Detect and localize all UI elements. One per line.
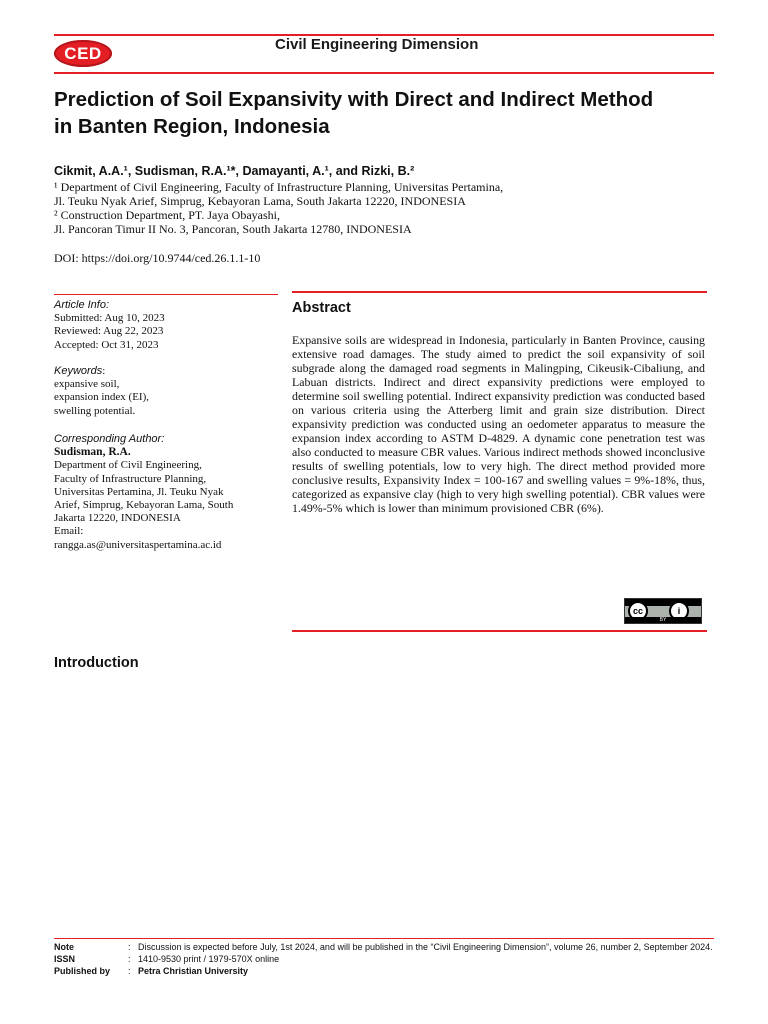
issn-value: 1410-9530 print / 1979-570X online [138, 954, 280, 964]
affiliation-line: ² Construction Department, PT. Jaya Obayashi, [54, 208, 280, 222]
corresponding-address-line: Jakarta 12220, INDONESIA [54, 512, 181, 525]
left-column-rule [54, 294, 278, 295]
attribution-person-icon: i [669, 601, 689, 621]
by-label: BY [625, 617, 701, 623]
issn-colon: : [128, 954, 131, 964]
abstract-heading: Abstract [292, 300, 351, 316]
footer-notes [54, 941, 716, 977]
doi-link[interactable]: DOI: https://doi.org/10.9744/ced.26.1.1-10 [54, 251, 261, 265]
published-value: Petra Christian University [138, 966, 249, 976]
keyword-item: expansive soil, [54, 378, 120, 391]
keyword-item: swelling potential. [54, 404, 136, 417]
affiliation-line: Jl. Pancoran Timur II No. 3, Pancoran, South Jakarta 12780, INDONESIA [54, 222, 412, 236]
paper-title-line-2: in Banten Region, Indonesia [54, 115, 330, 138]
abstract-text: Expansive soils are widespread in Indonesia, particularly in Banten Province, causing extensive road damages. The study aimed to predict the soil expansivity of soil subgrade along the damaged road segments in Malingping, Cikeusik-Cibaliung, and Labuan districts. Indirect and direct expansivity predictions were employed to determine soil swelling potential. Indirect expansivity prediction was conducted based on various criteria using the Atterberg limit and grain size distribution. Direct expansivity prediction was conducted using an oedometer apparatus to measure the expansion index according to ASTM D-4829. A dynamic cone penetration test was also conducted to measure CBR values. Various indirect methods showed inconclusive results of swelling potentials, low to very high. The direct method provided more conclusive results, Expansivity Index = 100-167 and swelling values = 9%-18%, thus, categorized as expansive clay (high to very high swelling potential). CBR values were 1.49%-5% which is lower than minimum provisioned CBR (6%). [292, 333, 705, 515]
email-label: Email: [54, 525, 84, 538]
keywords-block [54, 365, 276, 418]
affiliation-line: ¹ Department of Civil Engineering, Faculty of Infrastructure Planning, Universitas Pertamina, [54, 180, 504, 194]
accepted-date: Accepted: Oct 31, 2023 [54, 338, 159, 351]
published-colon: : [128, 966, 131, 976]
published-label: Published by [54, 966, 111, 976]
paper-title [54, 86, 724, 140]
journal-name: Civil Engineering Dimension [275, 36, 479, 53]
creative-commons-icon: cc [628, 601, 648, 621]
section-heading-introduction: Introduction [54, 655, 139, 671]
journal-logo: CED [54, 40, 112, 67]
author-list: Cikmit, A.A.¹, Sudisman, R.A.¹*, Damayanti, A.¹, and Rizki, B.² [54, 164, 415, 178]
submitted-date: Submitted: Aug 10, 2023 [54, 312, 165, 325]
paper-title-line-1: Prediction of Soil Expansivity with Direct and Indirect Method [54, 88, 654, 111]
affiliation-line: Jl. Teuku Nyak Arief, Simprug, Kebayoran Lama, South Jakarta 12220, INDONESIA [54, 194, 466, 208]
footer-issn-row [54, 953, 716, 965]
corresponding-address-line: Faculty of Infrastructure Planning, [54, 472, 207, 485]
corresponding-author-name: Sudisman, R.A. [54, 446, 131, 459]
note-label: Note [54, 942, 74, 952]
footer-note-row [54, 941, 716, 953]
article-info-heading: Article Info: [54, 299, 110, 311]
keywords-heading: Keywords [54, 365, 103, 377]
keywords-colon: : [102, 365, 106, 377]
corresponding-author-heading: Corresponding Author: [54, 433, 165, 445]
article-info [54, 299, 276, 352]
corresponding-author-block [54, 433, 276, 552]
cc-by-license-badge[interactable] [624, 598, 702, 624]
reviewed-date: Reviewed: Aug 22, 2023 [54, 325, 164, 338]
corresponding-address-line: Department of Civil Engineering, [54, 459, 202, 472]
keyword-item: expansion index (EI), [54, 391, 149, 404]
header-bottom-rule [54, 72, 714, 74]
corresponding-address-line: Universitas Pertamina, Jl. Teuku Nyak [54, 485, 224, 498]
abstract-top-rule [292, 291, 707, 293]
email-link[interactable]: rangga.as@universitaspertamina.ac.id [54, 538, 222, 551]
note-colon: : [128, 942, 131, 952]
abstract-bottom-rule [292, 630, 707, 632]
footer-rule [54, 938, 714, 939]
note-value: Discussion is expected before July, 1st 2024, and will be published in the “Civil Engineering Dimension”, volume 26, number 2, September 2024. [138, 942, 713, 952]
issn-label: ISSN [54, 954, 76, 964]
corresponding-address-line: Arief, Simprug, Kebayoran Lama, South [54, 499, 234, 512]
footer-publisher-row [54, 965, 716, 977]
